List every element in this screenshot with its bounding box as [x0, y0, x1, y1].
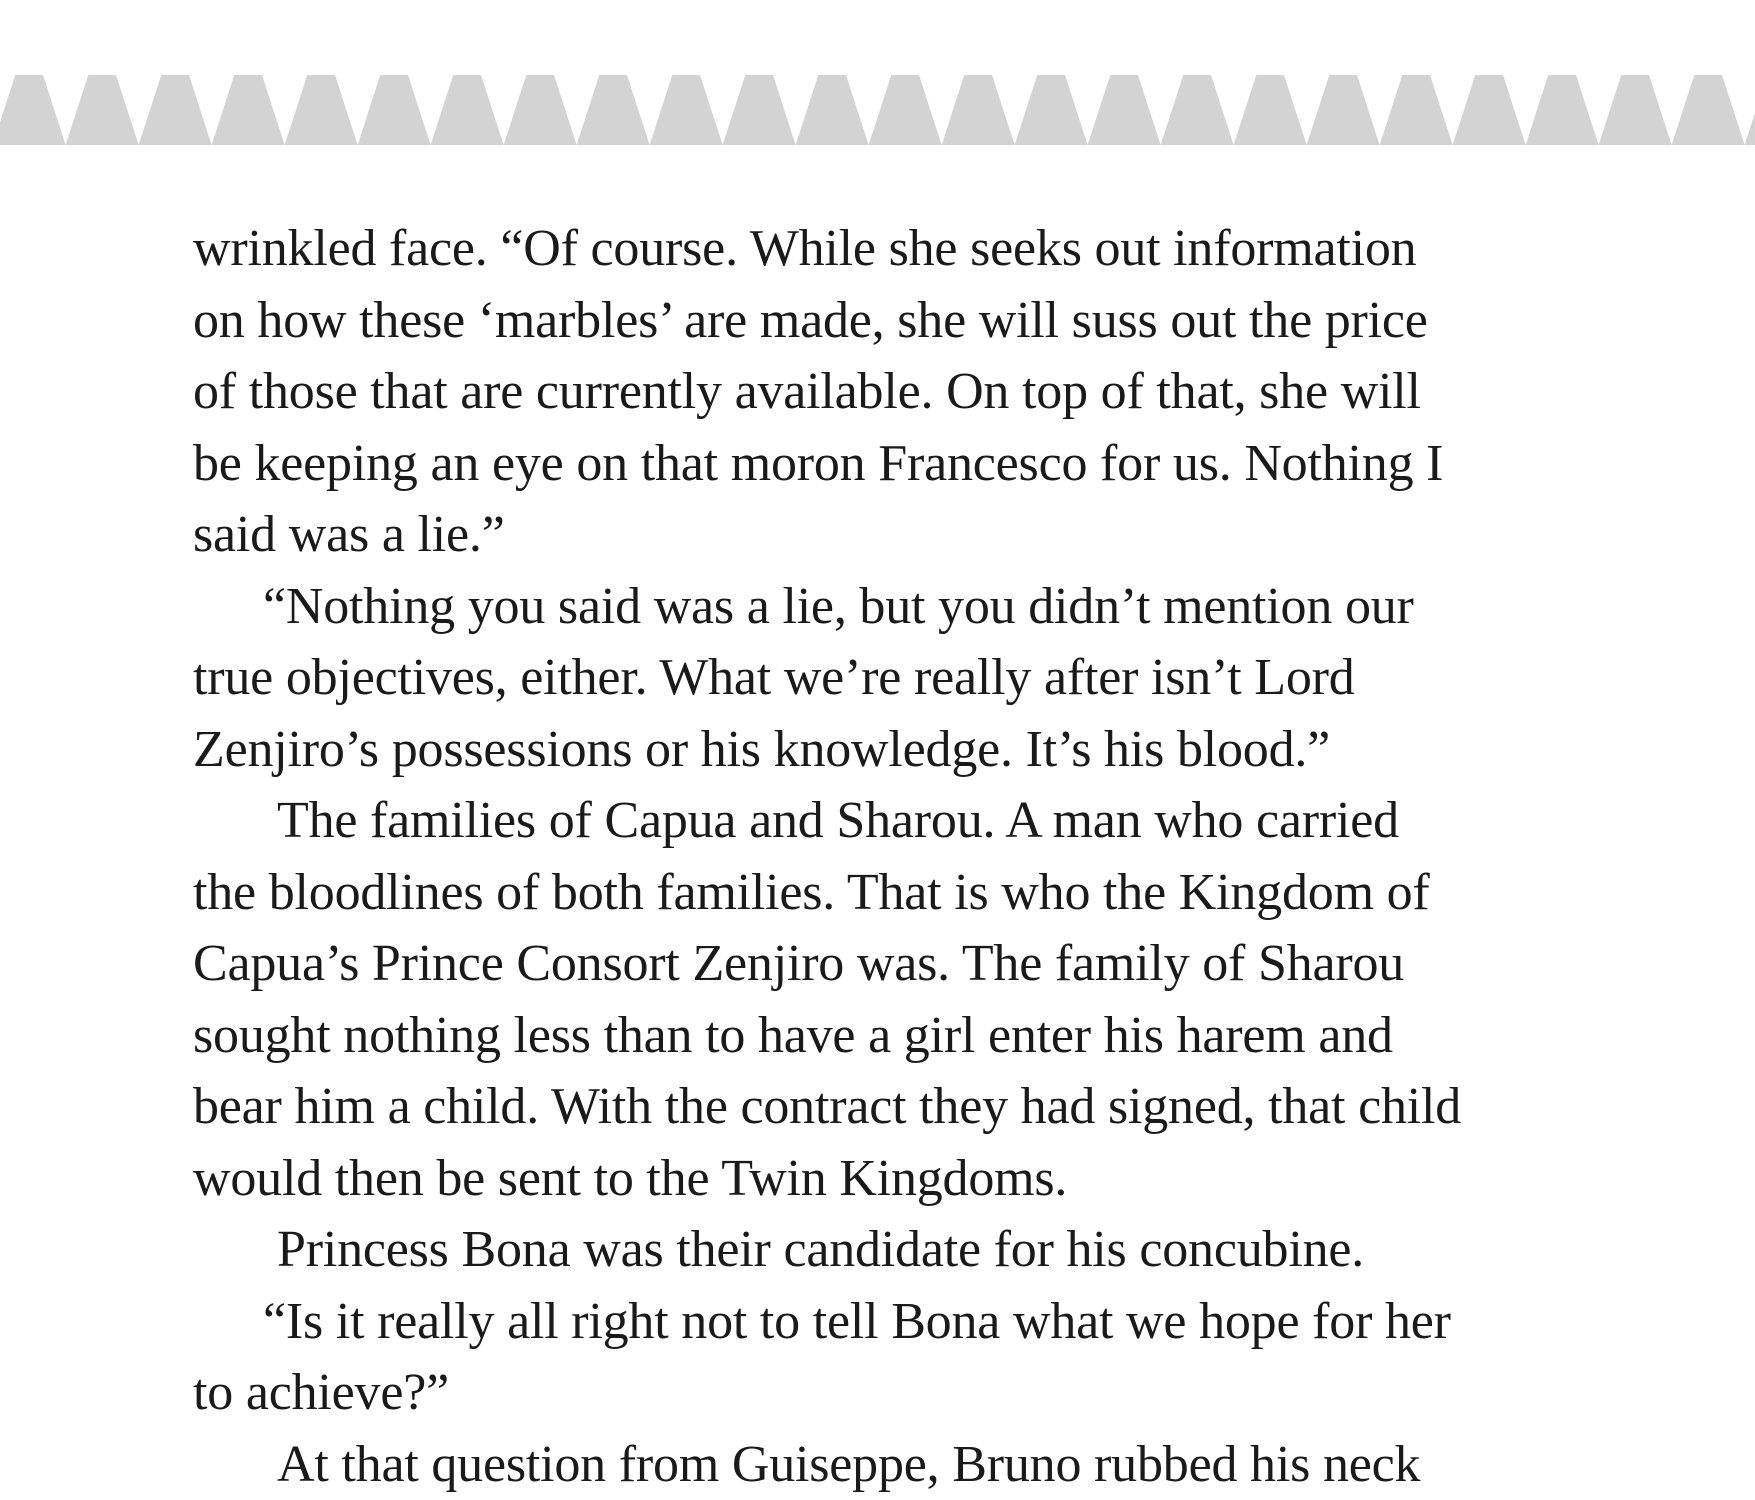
text-line: true objectives, either. What we’re really after isn’t Lord	[193, 649, 1355, 706]
text-line: would then be sent to the Twin Kingdoms.	[193, 1149, 1068, 1207]
text-line: “Is it really all right not to tell Bona what we hope for her	[263, 1292, 1451, 1350]
text-line: be keeping an eye on that moron Francesco for us. Nothing I	[193, 434, 1444, 492]
text-line: said was a lie.”	[193, 506, 505, 563]
text-line: bear him a child. With the contract they had signed, that child	[193, 1078, 1462, 1135]
text-line: Princess Bona was their candidate for his concubine.	[277, 1221, 1365, 1278]
text-line: on how these ‘marbles’ are made, she will suss out the price	[193, 291, 1428, 349]
text-line: of those that are currently available. On top of that, she will	[193, 363, 1421, 420]
text-line: Zenjiro’s possessions or his knowledge. It’s his blood.”	[193, 720, 1331, 778]
text-line: wrinkled face. “Of course. While she seeks out information	[193, 220, 1417, 277]
page-body-text	[193, 213, 1643, 1500]
text-line: The families of Capua and Sharou. A man who carried	[277, 792, 1399, 849]
text-line: At that question from Guiseppe, Bruno rubbed his neck	[277, 1435, 1421, 1493]
text-line: “Nothing you said was a lie, but you didn’t mention our	[263, 577, 1414, 635]
text-line: Capua’s Prince Consort Zenjiro was. The family of Sharou	[193, 935, 1405, 992]
decorative-triangle-border	[0, 75, 1755, 145]
text-line: to achieve?”	[193, 1364, 449, 1421]
text-line: the bloodlines of both families. That is who the Kingdom of	[193, 863, 1430, 921]
text-line: sought nothing less than to have a girl enter his harem and	[193, 1006, 1393, 1064]
